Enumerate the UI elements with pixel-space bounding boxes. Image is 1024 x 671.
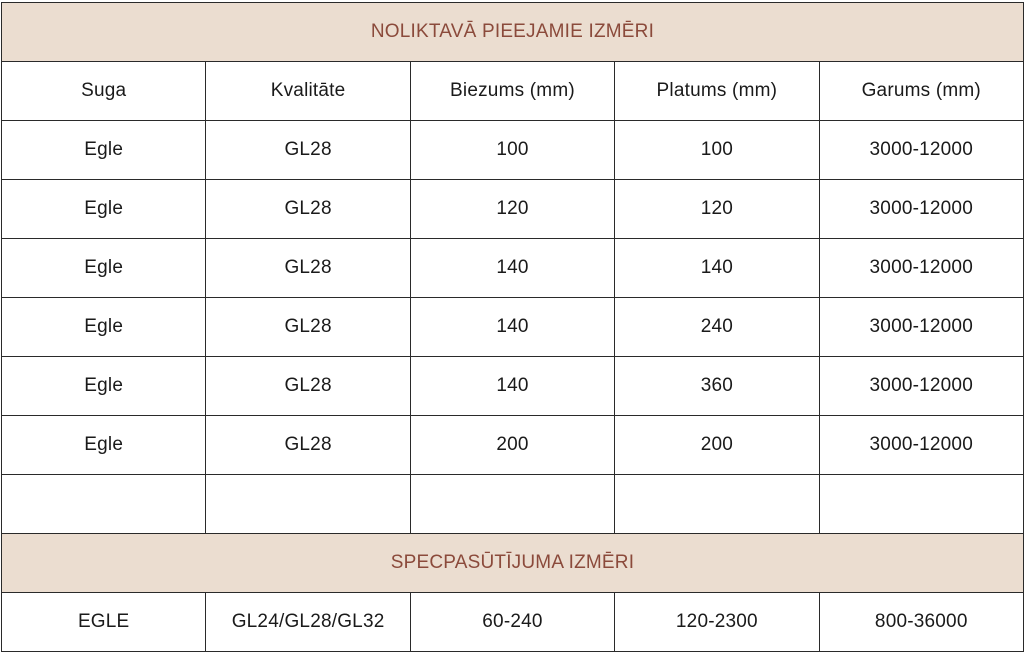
table-row bbox=[2, 357, 1024, 416]
cell-thickness: 200 bbox=[410, 416, 614, 475]
cell-species: Egle bbox=[2, 180, 206, 239]
cell-thickness: 140 bbox=[410, 298, 614, 357]
column-header-grade: Kvalitāte bbox=[206, 62, 410, 121]
column-header-thickness: Biezums (mm) bbox=[410, 62, 614, 121]
cell-width: 200 bbox=[615, 416, 819, 475]
table-row bbox=[2, 298, 1024, 357]
cell-species: Egle bbox=[2, 416, 206, 475]
cell-species: Egle bbox=[2, 357, 206, 416]
cell-thickness: 120 bbox=[410, 180, 614, 239]
cell-grade: GL24/GL28/GL32 bbox=[206, 593, 410, 652]
empty-cell bbox=[615, 475, 819, 534]
cell-grade: GL28 bbox=[206, 416, 410, 475]
column-header-row bbox=[2, 62, 1024, 121]
cell-width: 120 bbox=[615, 180, 819, 239]
table-row bbox=[2, 593, 1024, 652]
column-header-species: Suga bbox=[2, 62, 206, 121]
cell-thickness: 140 bbox=[410, 239, 614, 298]
cell-length: 800-36000 bbox=[819, 593, 1023, 652]
sizes-table bbox=[1, 2, 1024, 652]
cell-species: Egle bbox=[2, 239, 206, 298]
cell-length: 3000-12000 bbox=[819, 357, 1023, 416]
special-section-header-row bbox=[2, 534, 1024, 593]
cell-length: 3000-12000 bbox=[819, 180, 1023, 239]
cell-thickness: 100 bbox=[410, 121, 614, 180]
special-section-title: SPECPASŪTĪJUMA IZMĒRI bbox=[2, 534, 1024, 593]
cell-width: 240 bbox=[615, 298, 819, 357]
cell-species: Egle bbox=[2, 121, 206, 180]
sizes-sheet bbox=[0, 2, 1024, 671]
column-header-width: Platums (mm) bbox=[615, 62, 819, 121]
empty-cell bbox=[410, 475, 614, 534]
table-row bbox=[2, 180, 1024, 239]
cell-grade: GL28 bbox=[206, 180, 410, 239]
cell-width: 100 bbox=[615, 121, 819, 180]
cell-length: 3000-12000 bbox=[819, 416, 1023, 475]
cell-thickness: 60-240 bbox=[410, 593, 614, 652]
table-row bbox=[2, 121, 1024, 180]
table-row bbox=[2, 239, 1024, 298]
empty-cell bbox=[819, 475, 1023, 534]
cell-thickness: 140 bbox=[410, 357, 614, 416]
cell-grade: GL28 bbox=[206, 121, 410, 180]
column-header-length: Garums (mm) bbox=[819, 62, 1023, 121]
cell-width: 120-2300 bbox=[615, 593, 819, 652]
stock-section-title: NOLIKTAVĀ PIEEJAMIE IZMĒRI bbox=[2, 3, 1024, 62]
cell-width: 360 bbox=[615, 357, 819, 416]
cell-width: 140 bbox=[615, 239, 819, 298]
table-row bbox=[2, 416, 1024, 475]
stock-section-header-row bbox=[2, 3, 1024, 62]
cell-length: 3000-12000 bbox=[819, 298, 1023, 357]
cell-species: EGLE bbox=[2, 593, 206, 652]
cell-length: 3000-12000 bbox=[819, 121, 1023, 180]
cell-length: 3000-12000 bbox=[819, 239, 1023, 298]
cell-grade: GL28 bbox=[206, 357, 410, 416]
empty-spacer-row bbox=[2, 475, 1024, 534]
cell-species: Egle bbox=[2, 298, 206, 357]
cell-grade: GL28 bbox=[206, 298, 410, 357]
empty-cell bbox=[2, 475, 206, 534]
empty-cell bbox=[206, 475, 410, 534]
cell-grade: GL28 bbox=[206, 239, 410, 298]
